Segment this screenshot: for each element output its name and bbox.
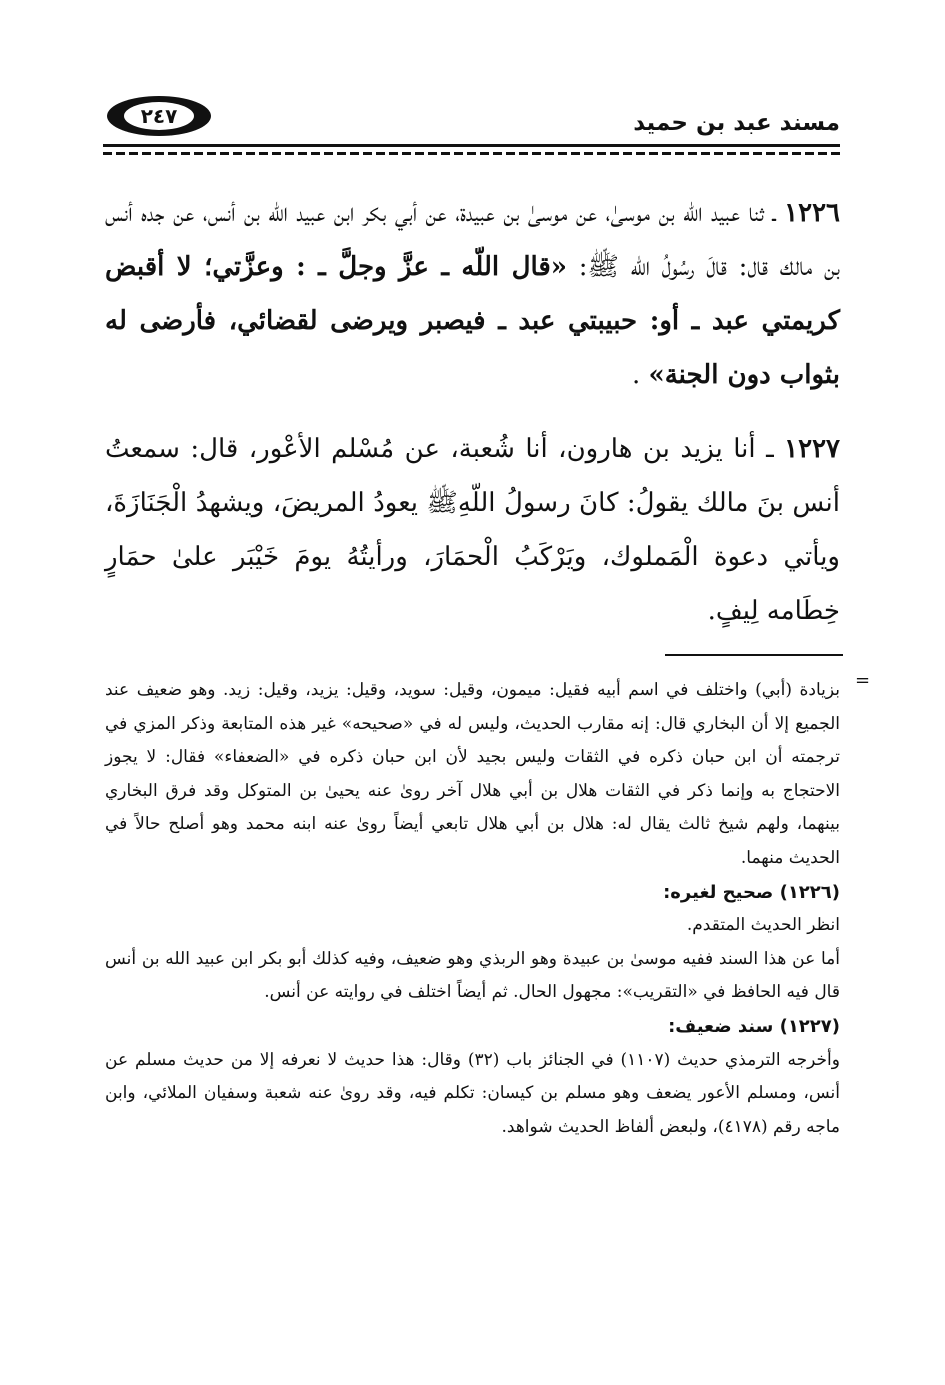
footnote-heading-1226: (١٢٢٦) صحيح لغيره: (663, 881, 840, 903)
header-dashed-rule (103, 152, 840, 155)
footnote-line: وأخرجه الترمذي حديث (١١٠٧) في الجنائز باب (٣٢) وقال: هذا حديث لا نعرفه إلا من حديث مسلم عن أنس، ومسلم الأعور يضعف وهو مسلم بن كيسان: تكلم فيه، وقد روىٰ عنه شعبة وسفيان الملائي، وابن ماجه رقم (٤١٧٨)، ولبعض ألفاظ الحديث شواهد. (105, 1049, 840, 1137)
hadith-text: ـ أنا يزيد بن هارون، أنا شُعبة، عن مُسْلم الأعْور، قال: سمعتُ أنس بنَ مالك يقولُ: كانَ رسولُ اللّهِﷺ يعودُ المريضَ، ويشهدُ الْجَنَازَةَ، ويأتي دعوة الْمَملوك، ويَرْكَبُ الْحمَارَ، ورأيتُهُ يومَ خَيْبَر علىٰ حمَارٍ خِطَامه لِيفٍ. (105, 434, 840, 626)
page-number-badge (107, 96, 211, 136)
hadith-qudsi-text: «قال اللّه ـ عزَّ وجلَّ ـ : وعزَّتي؛ لا أقبض كريمتي عبد ـ أو: حبيبتي عبد ـ فيصبر ويرضى لقضائي، فأرضى له بثواب دون الجنة» (105, 252, 840, 390)
footnote-line: أما عن هذا السند ففيه موسىٰ بن عبيدة وهو الربذي وهو ضعيف، وفيه كذلك أبو بكر ابن عبيد الله بن أنس قال فيه الحافظ في «التقريب»: مجهول الحال. ثم أيضاً اختلف في روايته عن أنس. (105, 948, 840, 1003)
footnote-continuation-mark: = (855, 670, 871, 691)
hadith-end: . (631, 360, 641, 390)
page-number: ٢٤٧ (124, 102, 194, 130)
hadith-number: ١٢٢٦ (784, 198, 840, 228)
footnotes (105, 674, 840, 1144)
header-rule (103, 144, 840, 147)
footnote-rule (665, 654, 843, 656)
footnote-continuation: بزيادة (أبي) واختلف في اسم أبيه فقيل: ميمون، وقيل: سويد، وقيل: يزيد، وقيل: زيد. وهو ضعيف عند الجميع إلا أن البخاري قال: إنه مقارب الحديث، وليس له في «صحيحه» غير هذه المتابعة وذكر المزي في ترجمته أن ابن حبان ذكره في الثقات وليس بجيد لأن ابن حبان ذكره في «الضعفاء» فقال: لا يجوز الاحتجاج به وإنما ذكر في الثقات هلال بن أبي هلال آخر روىٰ عنه يحيىٰ بن المتوكل وقد فرق البخاري بينهما، ولهم شيخ ثالث يقال له: هلال بن أبي هلال تابعي أيضاً روىٰ عنه ابنه محمد وهو أصلح حالاً في الحديث منهما. (105, 680, 840, 868)
hadith-1226 (105, 186, 840, 402)
main-text (105, 186, 840, 658)
hadith-number: ١٢٢٧ (784, 434, 840, 464)
footnote-heading-1227: (١٢٢٧) سند ضعيف: (668, 1015, 840, 1037)
book-title: مسند عبد بن حميد (633, 110, 840, 136)
footnote-line: انظر الحديث المتقدم. (686, 915, 840, 936)
page-header (105, 96, 840, 144)
hadith-text: ـ ثنا عبيد اللّه بن موسىٰ، عن موسىٰ بن عبيدة، عن أبي بكر ابن عبيد اللّه بن أنس، عن جده أنس بن مالك قال: قالَ رسُولُ اللّه ﷺ: (105, 198, 840, 282)
hadith-1227 (105, 422, 840, 638)
